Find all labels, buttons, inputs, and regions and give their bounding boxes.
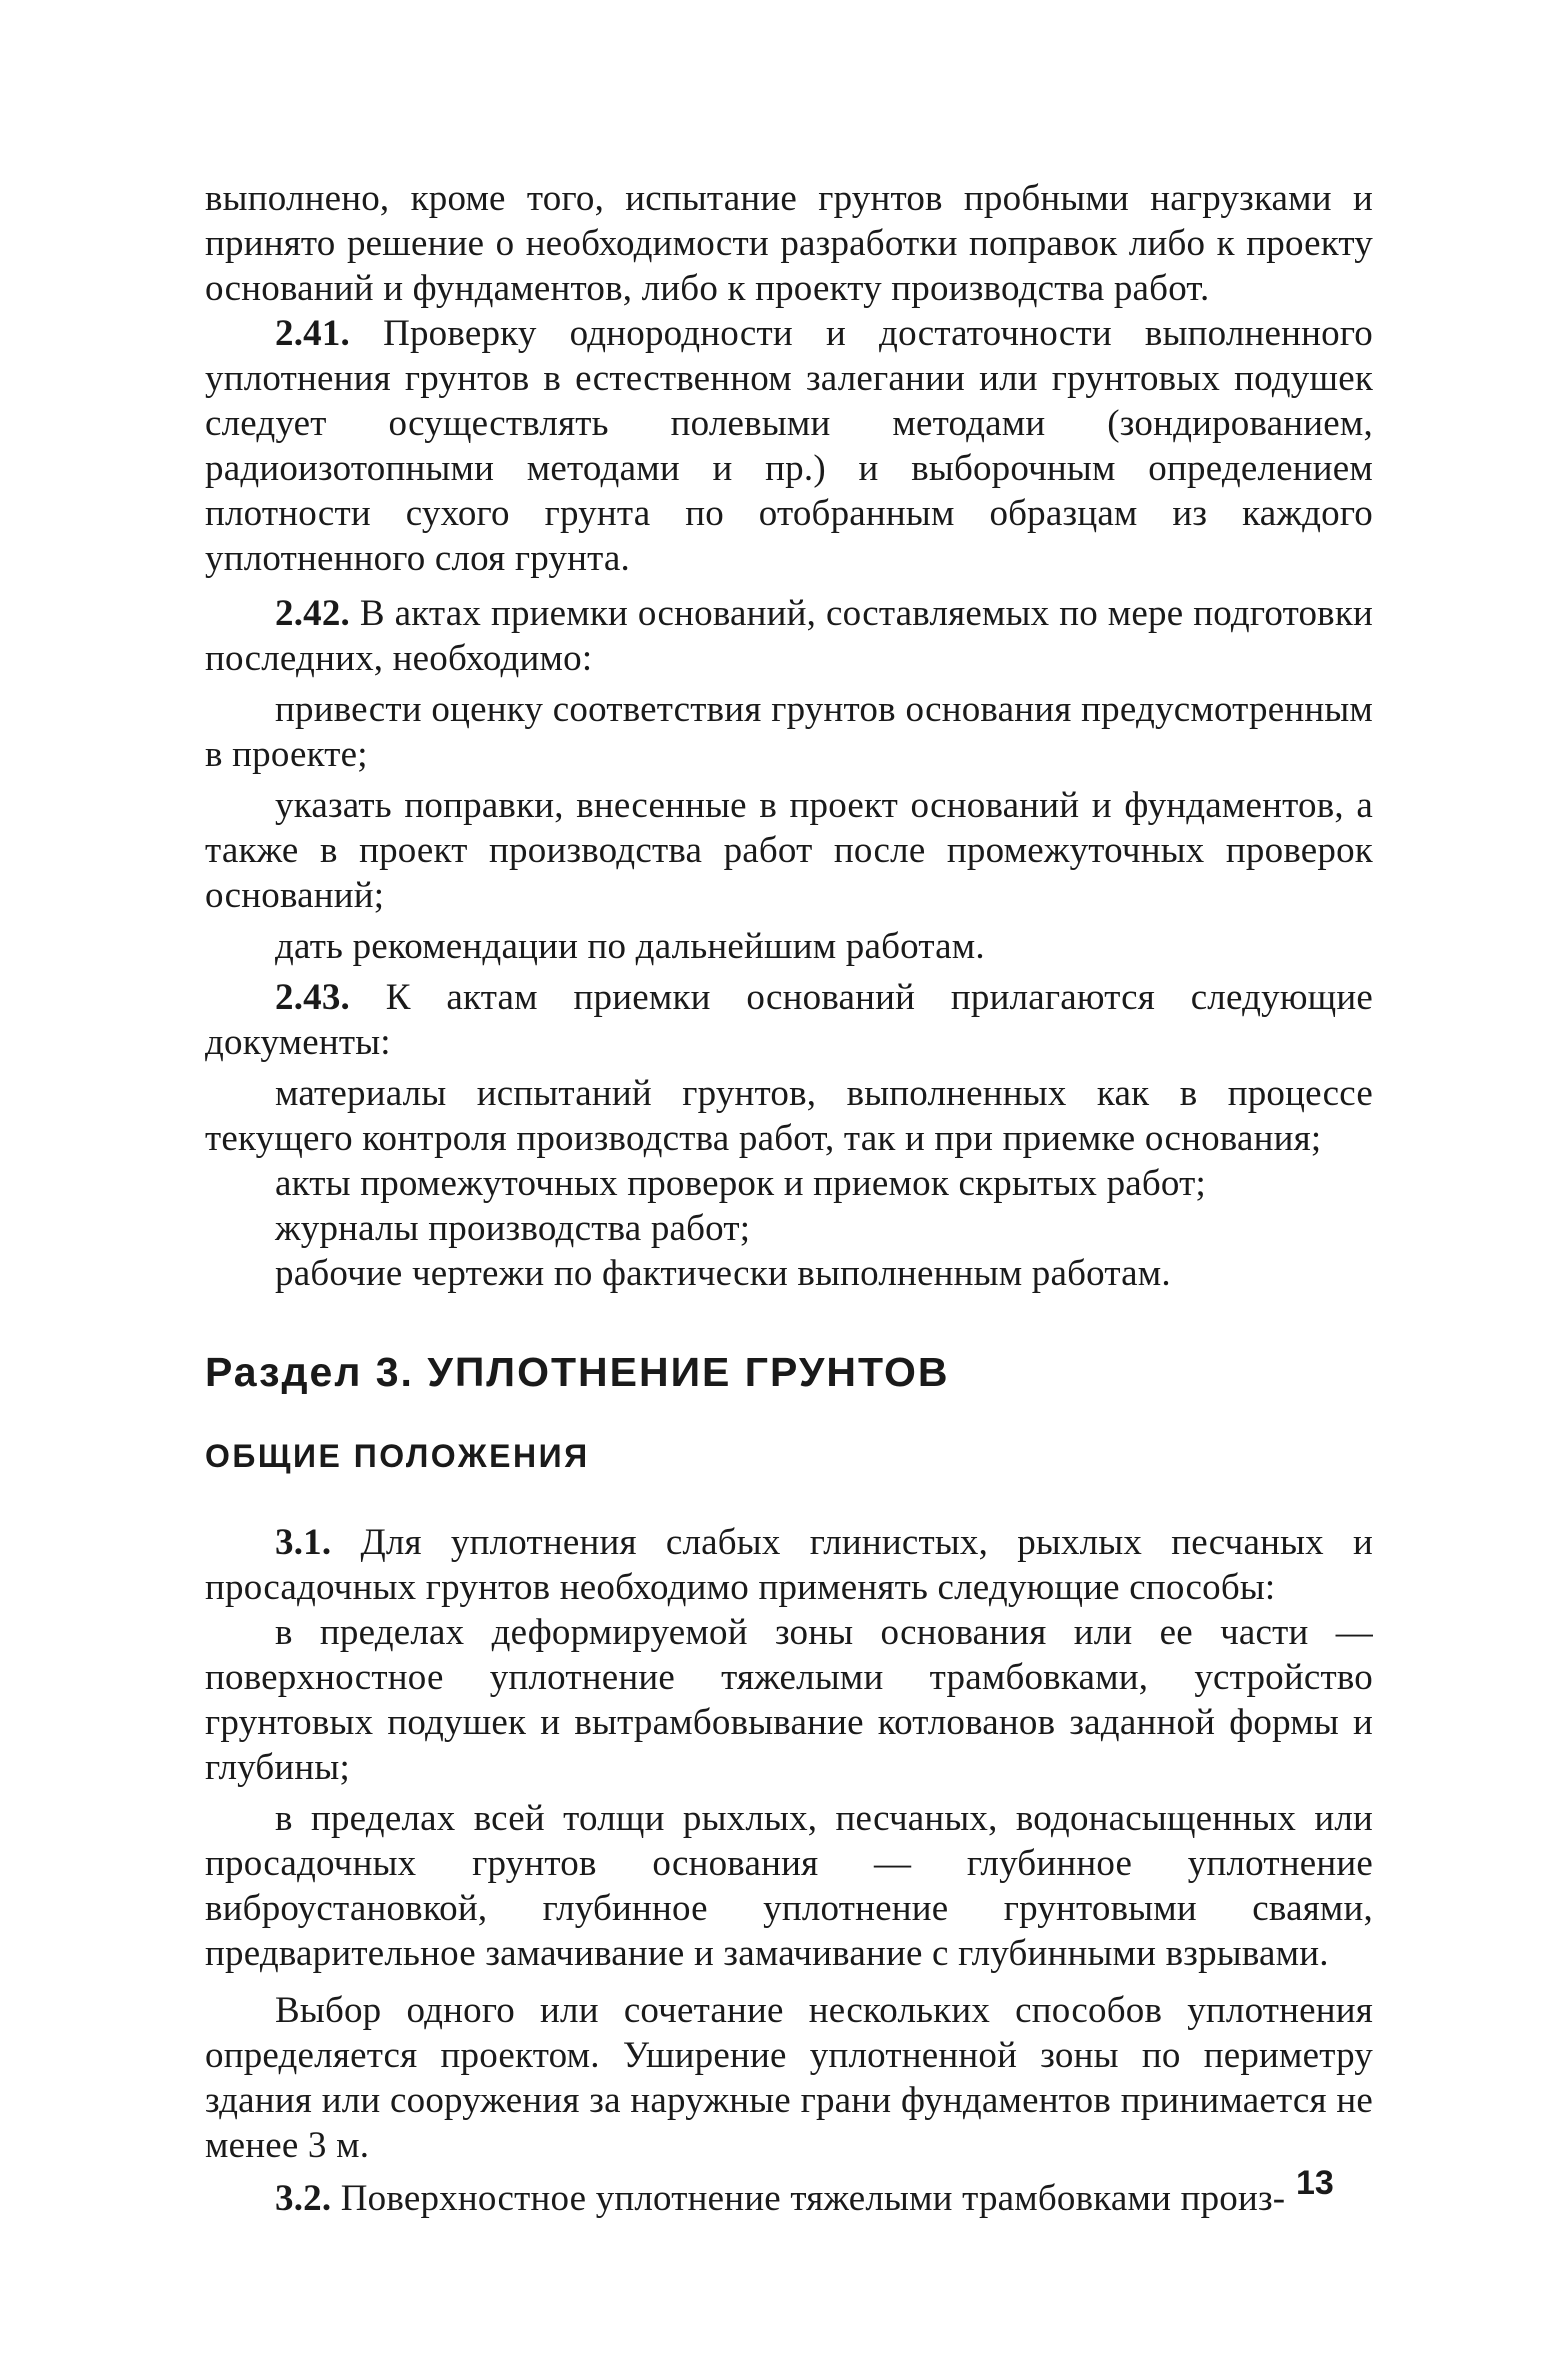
paragraph-2-41	[205, 311, 1373, 581]
list-item: в пределах всей толщи рыхлых, песчаных, водонасыщенных или просадочных грунтов основания — глубинное уплотнение виброустановкой, глубинное уплотнение грунтовыми сваями, предварительное замачивание и замачивание с глубинными взрывами.	[205, 1798, 1373, 1974]
paragraph-text: Проверку однородности и достаточности выполненного уплотнения грунтов в естественном залегании или грунтовых подушек следует осуществлять полевыми методами (зондированием, радиоизотопными методами и пр.) и выборочным определением плотности сухого грунта по отобранным образцам из каждого уплотненного слоя грунта.	[205, 313, 1373, 579]
paragraph-text: К актам приемки оснований прилагаются следующие документы:	[205, 977, 1373, 1063]
clause-number: 3.1.	[275, 1522, 332, 1563]
clause-number: 2.42.	[275, 593, 350, 634]
paragraph-continuation: выполнено, кроме того, испытание грунтов пробными нагрузками и принято решение о необходимости разработки поправок либо к проекту оснований и фундаментов, либо к проекту производства работ.	[205, 178, 1373, 309]
list-item: привести оценку соответствия грунтов основания предусмотренным в проекте;	[205, 689, 1373, 775]
paragraph-text: Поверхностное уплотнение тяжелыми трамбовками произ-	[331, 2178, 1286, 2219]
section-title: Раздел 3. УПЛОТНЕНИЕ ГРУНТОВ	[205, 1349, 950, 1395]
document-page	[205, 176, 1373, 2221]
paragraph-2-42	[205, 591, 1373, 681]
list-item: указать поправки, внесенные в проект оснований и фундаментов, а также в проект производства работ после промежуточных проверок оснований;	[205, 785, 1373, 916]
list-item: материалы испытаний грунтов, выполненных как в процессе текущего контроля производства работ, так и при приемке основания;	[205, 1073, 1373, 1159]
paragraph-3-1	[205, 1520, 1373, 1610]
paragraph-3-2	[205, 2176, 1373, 2221]
list-item: в пределах деформируемой зоны основания или ее части — поверхностное уплотнение тяжелыми трамбовками, устройство грунтовых подушек и вытрамбовывание котлованов заданной формы и глубины;	[205, 1612, 1373, 1788]
paragraph-text: Для уплотнения слабых глинистых, рыхлых песчаных и просадочных грунтов необходимо применять следующие способы:	[205, 1522, 1373, 1608]
list-item: дать рекомендации по дальнейшим работам.	[275, 926, 985, 967]
subsection-title: ОБЩИЕ ПОЛОЖЕНИЯ	[205, 1438, 590, 1474]
clause-number: 2.43.	[275, 977, 350, 1018]
list-item: акты промежуточных проверок и приемок скрытых работ;	[275, 1163, 1206, 1204]
page-number: 13	[1296, 2164, 1334, 2202]
paragraph-2-43	[205, 975, 1373, 1065]
paragraph-text: В актах приемки оснований, составляемых по мере подготовки последних, необходимо:	[205, 593, 1373, 679]
list-item: рабочие чертежи по фактически выполненным работам.	[275, 1253, 1171, 1294]
clause-number: 2.41.	[275, 313, 350, 354]
list-item: журналы производства работ;	[275, 1208, 751, 1249]
paragraph-text-block: Выбор одного или сочетание нескольких способов уплотнения определяется проектом. Уширение уплотненной зоны по периметру здания или сооружения за наружные грани фундаментов принимается не менее 3 м.	[205, 1990, 1373, 2166]
clause-number: 3.2.	[275, 2178, 332, 2219]
